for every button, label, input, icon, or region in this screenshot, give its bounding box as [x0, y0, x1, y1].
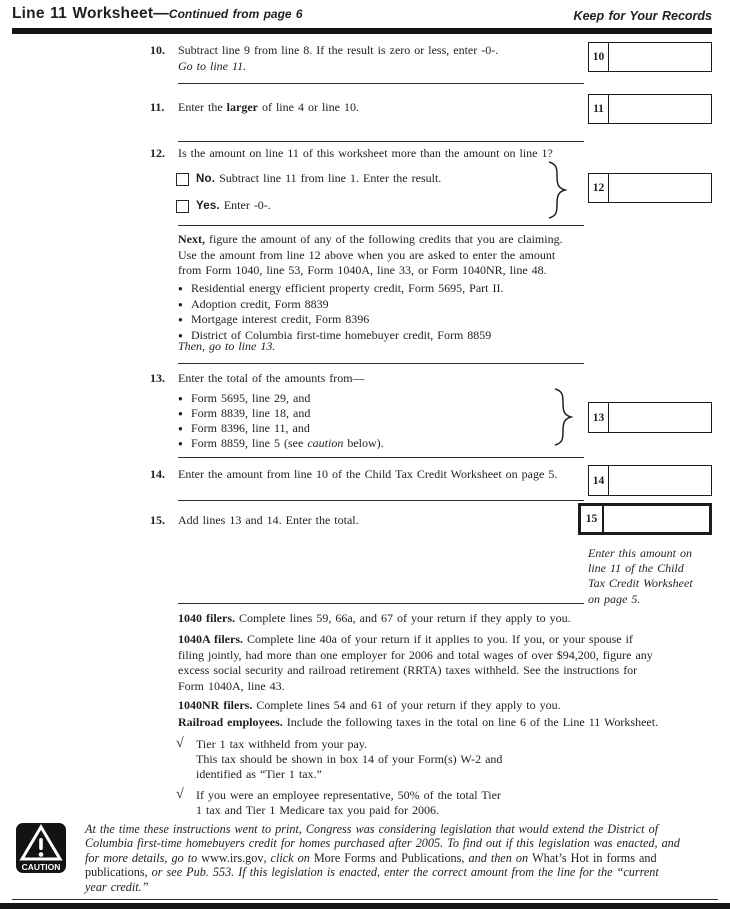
- railroad-check-item-2: If you were an employee representative, 50% of the total Tier 1 tax and Tier 1 Medicare tax you paid for 2006.: [196, 788, 501, 818]
- filers-1040-paragraph: 1040 filers. Complete lines 59, 66a, and 67 of your return if they apply to you.: [178, 611, 571, 625]
- line14-amount-box: [588, 465, 712, 496]
- then-go-to-line13: Then, go to line 13.: [178, 339, 276, 353]
- check-icon: √: [176, 787, 184, 802]
- brace-line13: [552, 388, 574, 446]
- next-credits-paragraph: Next, figure the amount of any of the following credits that you are claiming. Use the amount from line 12 above when you are asked to enter the amount from Form 1040, line 53, Form 1040A, line 33, or Form 1040NR, line 48.: [178, 232, 563, 277]
- line15-amount-input[interactable]: [604, 506, 709, 532]
- line14-number: 14.: [150, 467, 165, 481]
- line11-amount-box: [588, 94, 712, 124]
- line10-amount-box: [588, 42, 712, 72]
- line10-number: 10.: [150, 43, 165, 57]
- caution-icon: [15, 822, 67, 874]
- keep-for-records-label: Keep for Your Records: [573, 9, 712, 23]
- line15-note: Enter this amount on line 11 of the Child Tax Credit Worksheet on page 5.: [588, 546, 693, 606]
- line14-amount-input[interactable]: [609, 466, 711, 495]
- divider: [178, 457, 584, 458]
- page-subtitle: Continued from page 6: [168, 7, 303, 21]
- line15-box-label: 15: [581, 506, 604, 532]
- page-header: [12, 5, 303, 23]
- divider: [178, 603, 584, 604]
- divider: [178, 83, 584, 84]
- line13-amount-box: [588, 402, 712, 433]
- line12-yes-checkbox[interactable]: [176, 200, 189, 213]
- railroad-check-item-1: Tier 1 tax withheld from your pay. This tax should be shown in box 14 of your Form(s) W-2 and identified as “Tier 1 tax.”: [196, 737, 503, 782]
- line12-box-label: 12: [589, 174, 609, 202]
- line11-text: Enter the larger of line 4 or line 10.: [178, 100, 359, 114]
- line12-no-option: No. Subtract line 11 from line 1. Enter the result.: [196, 171, 442, 185]
- line11-box-label: 11: [589, 95, 609, 123]
- divider: [178, 141, 584, 142]
- divider: [178, 363, 584, 364]
- line13-text: Enter the total of the amounts from—: [178, 371, 365, 385]
- brace-line12: [546, 161, 568, 219]
- line15-amount-box: [578, 503, 712, 535]
- line15-text: Add lines 13 and 14. Enter the total.: [178, 513, 359, 527]
- line13-number: 13.: [150, 371, 165, 385]
- line12-no-checkbox[interactable]: [176, 173, 189, 186]
- caution-icon-label: CAUTION: [21, 862, 61, 872]
- line10-amount-input[interactable]: [609, 43, 711, 71]
- filers-1040nr-paragraph: 1040NR filers. Complete lines 54 and 61 of your return if they apply to you.: [178, 698, 561, 712]
- line11-number: 11.: [150, 100, 165, 114]
- line12-question: Is the amount on line 11 of this worksheet more than the amount on line 1?: [178, 146, 553, 160]
- line14-box-label: 14: [589, 466, 609, 495]
- footer-rule: [0, 903, 730, 909]
- line10-text: Subtract line 9 from line 8. If the result is zero or less, enter -0-. Go to line 11.: [178, 43, 499, 73]
- page-title: Line 11 Worksheet—: [12, 5, 169, 22]
- line15-number: 15.: [150, 513, 165, 527]
- line10-box-label: 10: [589, 43, 609, 71]
- check-icon: √: [176, 736, 184, 751]
- caution-paragraph: At the time these instructions went to print, Congress was considering legislation that would extend the District of Columbia first-time homebuyers credit for homes purchased after 2005. To find out if this legislation was enacted, and for more details, go to www.irs.gov, click on More Forms and Publications, and then on What’s Hot in forms and publications, or see Pub. 553. If this legislation is enacted, enter the correct amount from the line for the “current year credit.”: [85, 822, 680, 894]
- line12-number: 12.: [150, 146, 165, 160]
- footer-thin-rule: [12, 899, 718, 900]
- railroad-employees-paragraph: Railroad employees. Include the following taxes in the total on line 6 of the Line 11 Worksheet.: [178, 715, 659, 729]
- line12-amount-box: [588, 173, 712, 203]
- line14-text: Enter the amount from line 10 of the Child Tax Credit Worksheet on page 5.: [178, 467, 558, 481]
- line13-amount-input[interactable]: [609, 403, 711, 432]
- divider: [178, 500, 584, 501]
- line12-yes-option: Yes. Enter -0-.: [196, 198, 271, 212]
- divider: [178, 225, 584, 226]
- credit-bullet-list: ● Residential energy efficient property credit, Form 5695, Part II. ● Adoption credit, Form 8839 ● Mortgage interest credit, Form 8396 ● District of Columbia first-time homebuyer credit, Form 8859: [178, 281, 504, 342]
- line13-bullet-list: ● Form 5695, line 29, and ● Form 8839, line 18, and ● Form 8396, line 11, and ● Form 8859, line 5 (see caution below).: [178, 391, 384, 450]
- header-rule: [12, 28, 712, 34]
- line13-box-label: 13: [589, 403, 609, 432]
- line11-amount-input[interactable]: [609, 95, 711, 123]
- line12-amount-input[interactable]: [609, 174, 711, 202]
- filers-1040a-paragraph: 1040A filers. Complete line 40a of your return if it applies to you. If you, or your spouse if filing jointly, had more than one employer for 2006 and total wages of over $94,200, figure any excess social security and railroad retirement (RRTA) taxes withheld. See the instructions for Form 1040A, line 43.: [178, 632, 653, 693]
